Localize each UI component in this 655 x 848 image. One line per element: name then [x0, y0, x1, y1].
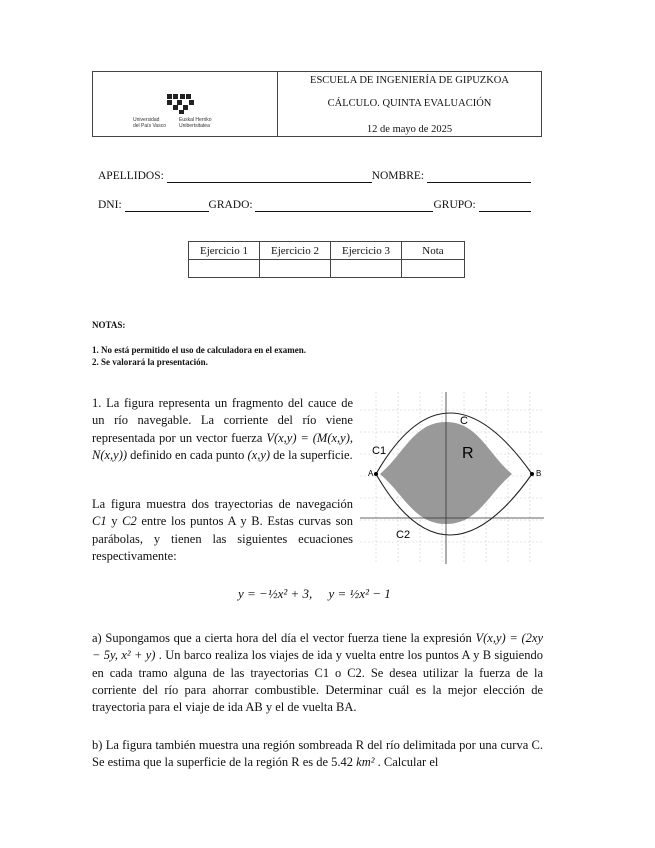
- name-label: NOMBRE:: [371, 170, 425, 182]
- problem-intro-text-3: de la superficie.: [273, 447, 353, 462]
- part-a-text-2: . Un barco realiza los viajes de ida y vuelta entre los puntos A y B siguiendo en cada tramo alguna de las trayectorias C1 o C2. Se desea utilizar la fuerza de la corriente del río para ahorrar combustible. Determinar cuál es la mejor elección de trayectoria para el viaje de ida AB y el de vuelta BA.: [92, 648, 543, 715]
- university-logo-icon: [93, 72, 277, 136]
- grades-header-4: Nota: [402, 242, 465, 260]
- dni-field[interactable]: [125, 199, 209, 212]
- surname-row: [98, 170, 531, 183]
- force-vector-formula: V(x,y) = (M(x,y), N(x,y)): [92, 430, 353, 462]
- grades-table: [188, 241, 465, 278]
- equation-c1: y = −½x² + 3,: [238, 586, 313, 601]
- svg-text:Euskal Herriko: Euskal Herriko: [179, 117, 212, 123]
- part-a-formula: V(x,y) = (2xy − 5y, x² + y): [92, 631, 544, 663]
- part-b-text: b) La figura también muestra una región sombreada R del río delimitada por una curva C. Se estima que la superficie de la región R es de 5.42: [92, 738, 543, 770]
- grade-cell-2[interactable]: [260, 260, 331, 278]
- problem-intro-text: 1. La figura representa un fragmento del cauce de un río navegable. La corriente del río viene representada por un vector fuerza: [92, 396, 353, 445]
- problem-intro-text-2: definido en cada punto: [130, 447, 245, 462]
- grades-header-row: [189, 242, 465, 260]
- group-label: GRUPO:: [433, 199, 476, 211]
- course-name: CÁLCULO. QUINTA EVALUACIÓN: [327, 98, 492, 109]
- grades-value-row: [189, 260, 465, 278]
- exam-date: 12 de mayo de 2025: [366, 124, 453, 135]
- point-a: [374, 472, 378, 476]
- part-a-text: a) Supongamos que a cierta hora del día el vector fuerza tiene la expresión: [92, 631, 472, 645]
- part-b-unit: km²: [356, 755, 375, 770]
- grade-cell-3[interactable]: [331, 260, 402, 278]
- note-2: 2. Se valorará la presentación.: [92, 357, 208, 367]
- label-c1: C1: [372, 445, 387, 457]
- trajectories-text: La figura muestra dos trayectorias de navegación: [92, 497, 353, 511]
- parabola-equations: [238, 586, 391, 602]
- group-field[interactable]: [479, 199, 531, 212]
- note-1: 1. No está permitido el uso de calculadora en el examen.: [92, 345, 306, 355]
- point-b: [530, 472, 534, 476]
- part-b: [92, 737, 543, 772]
- surname-label: APELLIDOS:: [98, 170, 164, 182]
- trajectories-paragraph: [92, 496, 353, 565]
- name-field[interactable]: [427, 170, 531, 183]
- grade-label: GRADO:: [208, 199, 253, 211]
- problem-intro: [92, 395, 353, 464]
- label-a: A: [368, 469, 374, 478]
- dni-row: [98, 199, 531, 212]
- point-formula: (x,y): [247, 447, 271, 462]
- svg-text:Unibertsitatea: Unibertsitatea: [179, 123, 210, 129]
- grades-header-1: Ejercicio 1: [189, 242, 260, 260]
- school-name: ESCUELA DE INGENIERÍA DE GIPUZKOA: [310, 75, 509, 86]
- surname-field[interactable]: [167, 170, 372, 183]
- header-title-cell: [278, 72, 541, 136]
- c2-symbol: C2: [122, 514, 137, 529]
- grades-header-2: Ejercicio 2: [260, 242, 331, 260]
- notes-title: NOTAS:: [92, 320, 126, 330]
- university-logo-cell: [93, 72, 278, 136]
- dni-label: DNI:: [98, 199, 122, 211]
- grade-cell-4[interactable]: [402, 260, 465, 278]
- c1-symbol: C1: [92, 514, 107, 529]
- trajectories-conj: y: [111, 514, 118, 529]
- part-b-text-2: . Calcular el: [377, 755, 439, 770]
- svg-text:Universidad: Universidad: [133, 117, 160, 123]
- part-a: [92, 630, 543, 716]
- exam-header: [92, 71, 542, 137]
- grades-header-3: Ejercicio 3: [331, 242, 402, 260]
- svg-text:del País Vasco: del País Vasco: [133, 123, 166, 129]
- grade-cell-1[interactable]: [189, 260, 260, 278]
- label-c2: C2: [396, 529, 411, 541]
- label-b: B: [536, 469, 542, 478]
- trajectories-text-2: entre los puntos A y B. Estas curvas son parábolas, y tienen las siguientes ecuaciones respectivamente:: [92, 514, 354, 563]
- river-figure: [360, 392, 544, 564]
- label-c: C: [460, 415, 468, 427]
- equation-c2: y = ½x² − 1: [328, 586, 391, 601]
- grade-field[interactable]: [255, 199, 433, 212]
- label-r: R: [462, 445, 474, 462]
